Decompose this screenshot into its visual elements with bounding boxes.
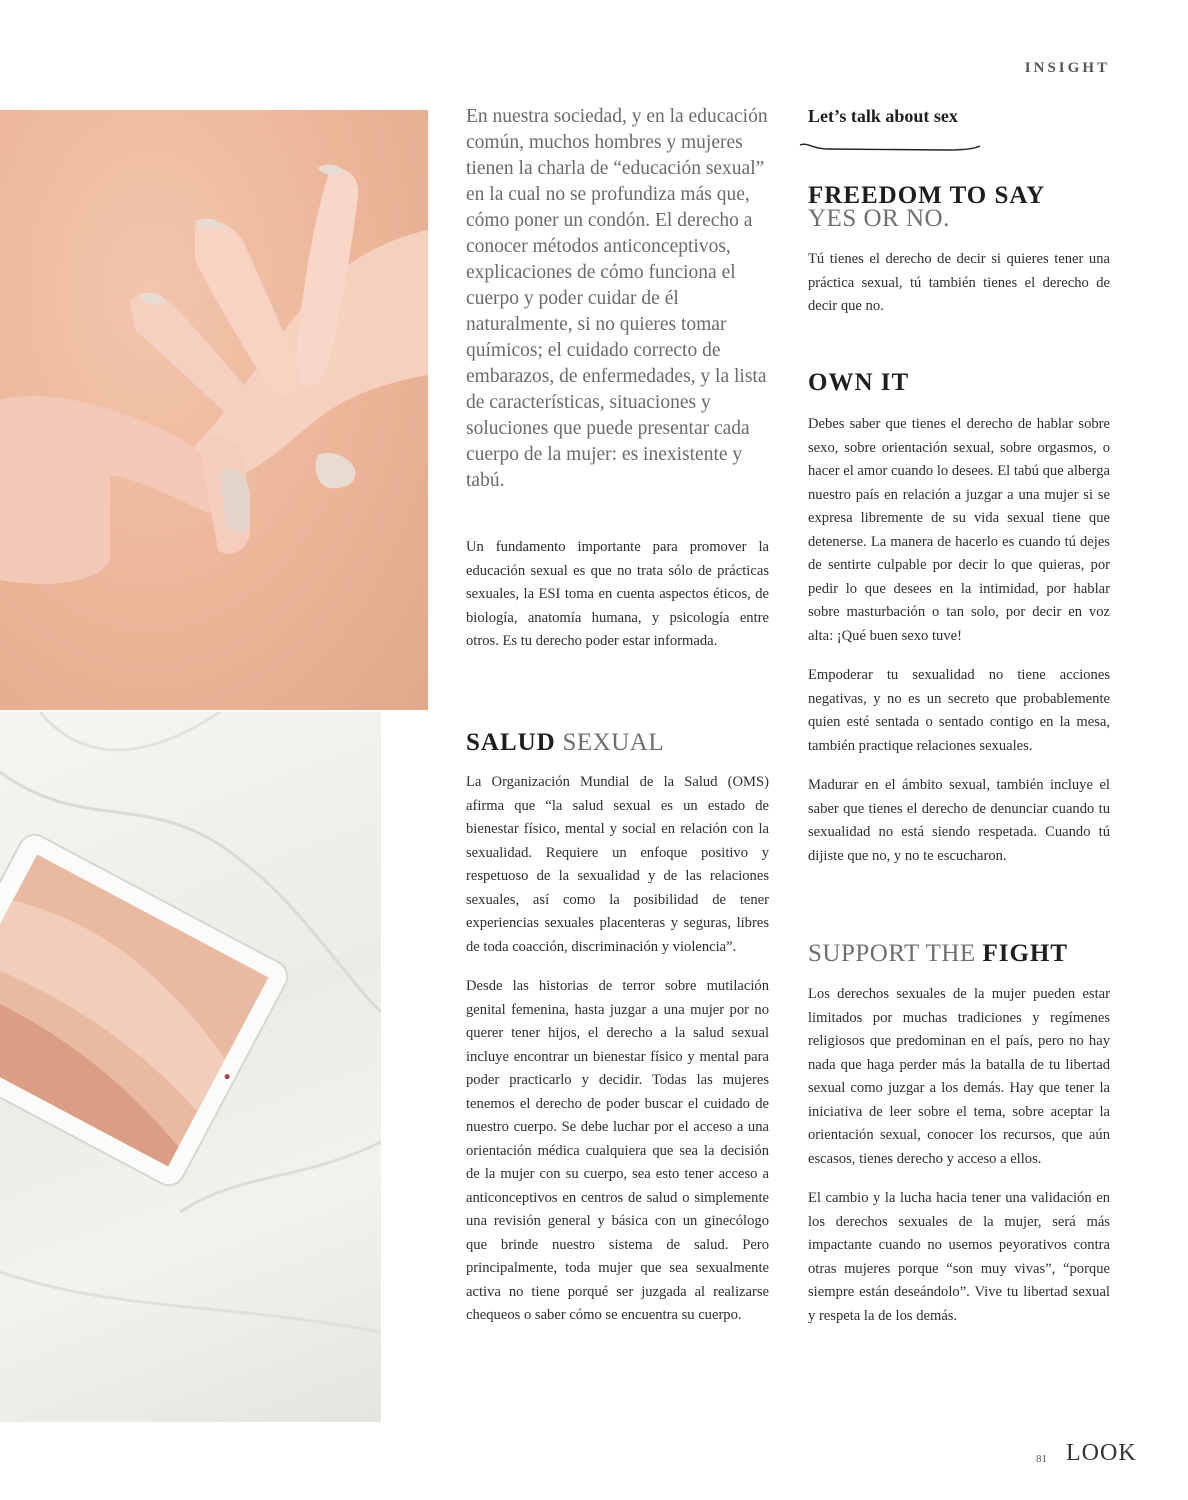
underline-squiggle	[798, 140, 988, 156]
support-fight-heading	[808, 941, 1110, 966]
heading-light-part: SUPPORT THE	[808, 940, 983, 967]
hands-photo	[0, 110, 428, 710]
support-fight-body	[808, 983, 1110, 1344]
hands-illustration	[0, 110, 428, 710]
paragraph: Empoderar tu sexualidad no tiene acciones negativas, y no es un secreto que probablemente quien esté sentada o sentado contigo en la mesa, también practique relaciones sexuales.	[808, 667, 1110, 754]
tablet-illustration	[0, 712, 381, 1422]
magazine-logo: LOOK	[1066, 1440, 1137, 1466]
own-it-heading	[808, 370, 1110, 395]
paragraph: Debes saber que tienes el derecho de hablar sobre sexo, sobre orientación sexual, sobre orgasmos, o hacer el amor cuando lo desees. El tabú que alberga nuestro país en relación a juzgar a una mujer si se expresa libremente de su vida sexual tiene que detenerse. La manera de hacerlo es cuando tú dejes de sentirte culpable por decir lo que quieras, por pedir lo que desees en la intimidad, por hablar sobre masturbación o tan solo, por decir en voz alta: ¡Qué buen sexo tuve!	[808, 416, 1111, 644]
own-it-body	[808, 413, 1110, 884]
heading-bold-part: SALUD	[466, 729, 556, 756]
tablet-bed-photo	[0, 712, 381, 1422]
heading-light-part: YES OR NO.	[808, 205, 950, 232]
paragraph: Un fundamento importante para promover la educación sexual es que no trata sólo de prácticas sexuales, la ESI toma en cuenta aspectos éticos, de biología, anatomía humana, y psicología entre otros. Es tu derecho poder estar informada.	[466, 539, 769, 649]
paragraph: Madurar en el ámbito sexual, también incluye el saber que tienes el derecho de denunciar cuando tu sexualidad no está siendo respetada. Cuando tú dijiste que no, y no te escucharon.	[808, 777, 1110, 864]
paragraph: Tú tienes el derecho de decir si quieres tener una práctica sexual, tú también tienes el derecho de decir que no.	[808, 251, 1110, 314]
heading-light-part: SEXUAL	[555, 729, 665, 756]
freedom-heading	[808, 183, 1110, 231]
salud-sexual-heading	[466, 730, 769, 755]
intro-paragraph: En nuestra sociedad, y en la educación común, muchos hombres y mujeres tienen la charla de “educación sexual” en la cual no se profundiza más que, cómo poner un condón. El derecho a conocer métodos anticonceptivos, explicaciones de cómo funciona el cuerpo y poder cuidar de él naturalmente, si no quieres tomar químicos; el cuidado correcto de embarazos, de enfermedades, y la lista de características, situaciones y soluciones que puede presentar cada cuerpo de la mujer: es inexistente y tabú.	[466, 106, 768, 491]
paragraph: El cambio y la lucha hacia tener una validación en los derechos sexuales de la mujer, será más impactante cuando no usemos peyorativos contra otras mujeres porque “son muy vivas”, “porque siempre están deseándolo”. Vive tu libertad sexual y respeta la de los demás.	[808, 1190, 1110, 1324]
paragraph: Desde las historias de terror sobre mutilación genital femenina, hasta juzgar a una mujer por no querer tener hijos, el derecho a la salud sexual incluye encontrar un bienestar físico y mental para poder practicarlo y decidir. Todas las mujeres tenemos el derecho de poder buscar el cuidado de nuestro cuerpo. Se debe luchar por el acceso a una orientación médica cualquiera que sea la decisión de la mujer con su cuerpo, sea esto tener acceso a anticonceptivos en centros de salud o simplemente una revisión general y básica con un ginecólogo que brinde nuestro sistema de salud. Pero principalmente, toda mujer que sea sexualmente activa no tiene porqué ser juzgada al realizarse chequeos o saber cómo se encuentra su cuerpo.	[466, 978, 769, 1323]
kicker-title: Let’s talk about sex	[808, 106, 958, 126]
paragraph: Los derechos sexuales de la mujer pueden estar limitados por muchas tradiciones y regímenes religiosos que predominan en el país, pero no hay nada que haga perder más la batalla de tu libertad sexual como juzgar a los demás. Hay que tener la iniciativa de leer sobre el tema, sobre aceptar la orientación sexual, conocer los recursos, que aún escasos, tienes derecho y acceso a ellos.	[808, 986, 1110, 1167]
heading-bold-part: FIGHT	[982, 940, 1069, 967]
column1-body-top	[466, 536, 769, 670]
heading-bold-part: OWN IT	[808, 369, 910, 396]
column1-body-salud	[466, 771, 769, 1344]
heading-bold-part: FREEDOM TO SAY	[808, 182, 1046, 209]
section-label: INSIGHT	[1024, 60, 1110, 76]
freedom-body	[808, 248, 1110, 335]
page-number: 81	[1036, 1453, 1047, 1465]
paragraph: La Organización Mundial de la Salud (OMS) afirma que “la salud sexual es un estado de bienestar físico, mental y social en relación con la sexualidad. Requiere un enfoque positivo y respetuoso de la sexualidad y de las relaciones sexuales, así como la posibilidad de tener experiencias sexuales placenteras y seguras, libres de toda coacción, discriminación y violencia”.	[466, 774, 769, 955]
